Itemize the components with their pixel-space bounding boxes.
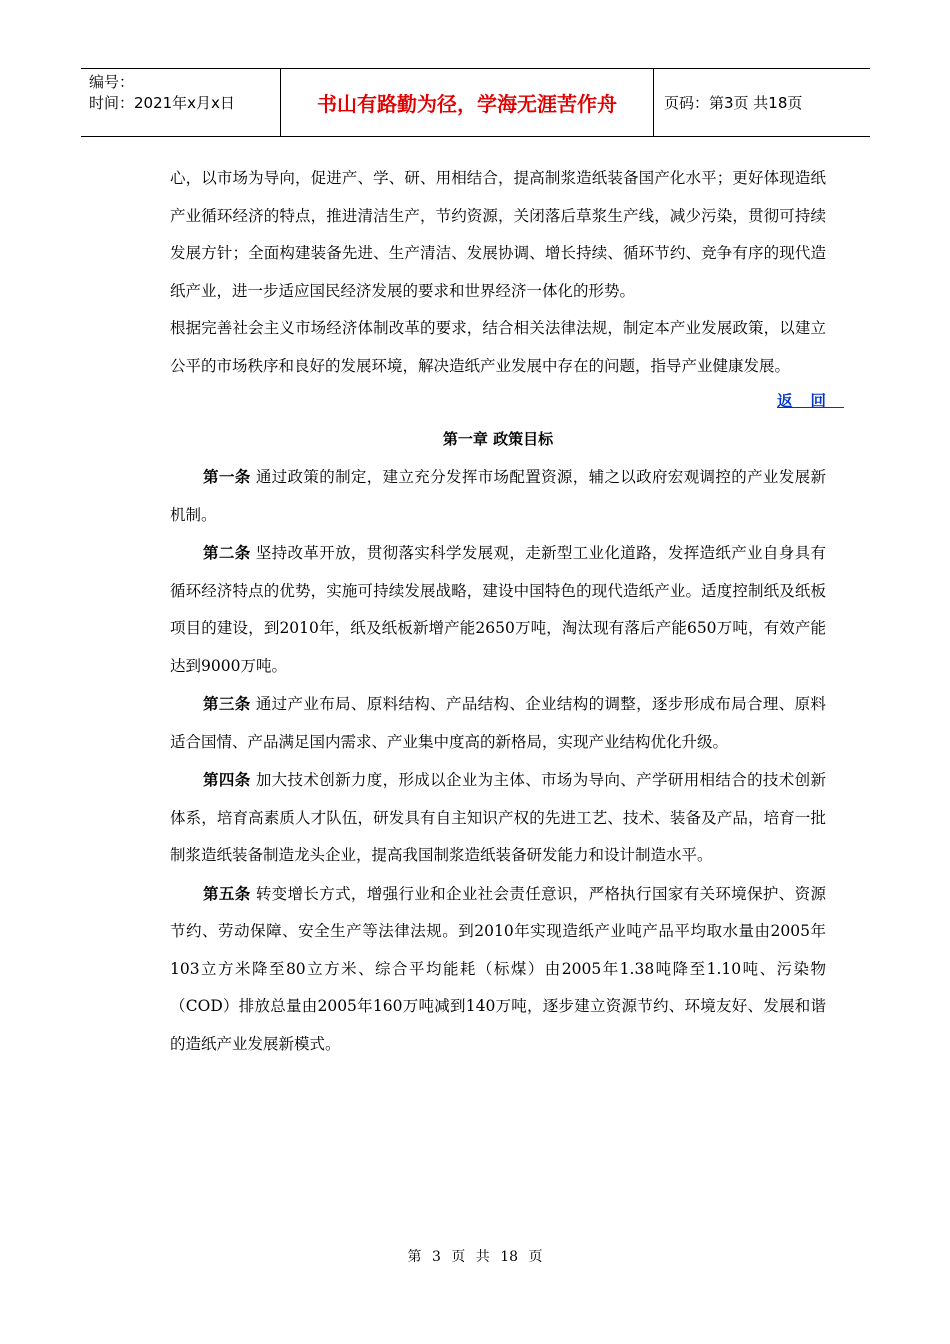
article-label: 第一条 bbox=[203, 467, 251, 486]
document-body bbox=[170, 160, 844, 1063]
back-link-row bbox=[170, 382, 844, 421]
header-page-info: 页码：第3页 共18页 bbox=[664, 94, 803, 112]
document-time-label: 时间：2021年x月x日 bbox=[89, 94, 235, 112]
article-label: 第五条 bbox=[203, 883, 251, 903]
article-5 bbox=[170, 875, 826, 1064]
paragraph: 心，以市场为导向，促进产、学、研、用相结合，提高制浆造纸装备国产化水平；更好体现造纸产业循环经济的特点，推进清洁生产，节约资源，关闭落后草浆生产线，减少污染，贯彻可持续发展方针；全面构建装备先进、生产清洁、发展协调、增长持续、循环节约、竞争有序的现代造纸产业，进一步适应国民经济发展的要求和世界经济一体化的形势。 bbox=[170, 169, 826, 300]
page-header bbox=[81, 68, 870, 137]
chapter-title: 第一章 政策目标 bbox=[442, 429, 554, 448]
article-3 bbox=[170, 685, 826, 761]
paragraph: 根据完善社会主义市场经济体制改革的要求，结合相关法律法规，制定本产业发展政策，以建立公平的市场秩序和良好的发展环境，解决造纸产业发展中存在的问题，指导产业健康发展。 bbox=[170, 319, 826, 375]
article-4 bbox=[170, 761, 826, 875]
back-link[interactable]: 返回 bbox=[776, 391, 844, 410]
article-text: 坚持改革开放，贯彻落实科学发展观，走新型工业化道路，发挥造纸产业自身具有循环经济特点的优势，实施可持续发展战略，建设中国特色的现代造纸产业。适度控制纸及纸板项目的建设，到2010年，纸及纸板新增产能2650万吨，淘汰现有落后产能650万吨，有效产能达到9000万吨。 bbox=[170, 544, 826, 675]
document-number-label: 编号： bbox=[89, 73, 135, 91]
article-text: 加大技术创新力度，形成以企业为主体、市场为导向、产学研用相结合的技术创新体系，培育高素质人才队伍，研发具有自主知识产权的先进工艺、技术、装备及产品，培育一批制浆造纸装备制造龙头企业，提高我国制浆造纸装备研发能力和设计制造水平。 bbox=[170, 771, 826, 864]
article-label: 第二条 bbox=[203, 543, 251, 562]
article-label: 第四条 bbox=[203, 770, 251, 789]
article-text: 通过产业布局、原料结构、产品结构、企业结构的调整，逐步形成布局合理、原料适合国情、产品满足国内需求、产业集中度高的新格局，实现产业结构优化升级。 bbox=[170, 695, 826, 751]
page-footer: 第 3 页 共 18 页 bbox=[407, 1249, 543, 1265]
header-meta bbox=[81, 69, 281, 136]
header-motto: 书山有路勤为径，学海无涯苦作舟 bbox=[281, 69, 654, 136]
article-text: 转变增长方式，增强行业和企业社会责任意识，严格执行国家有关环境保护、资源节约、劳动保障、安全生产等法律法规。到2010年实现造纸产业吨产品平均取水量由2005年103立方米降至80立方米、综合平均能耗（标煤）由2005年1.38吨降至1.10吨、污染物（COD）排放总量由2005年160万吨减到140万吨，逐步建立资源节约、环境友好、发展和谐的造纸产业发展新模式。 bbox=[170, 884, 826, 1053]
article-1 bbox=[170, 458, 826, 534]
article-text: 通过政策的制定，建立充分发挥市场配置资源，辅之以政府宏观调控的产业发展新机制。 bbox=[170, 468, 826, 524]
article-2 bbox=[170, 534, 826, 685]
article-label: 第三条 bbox=[203, 694, 251, 713]
